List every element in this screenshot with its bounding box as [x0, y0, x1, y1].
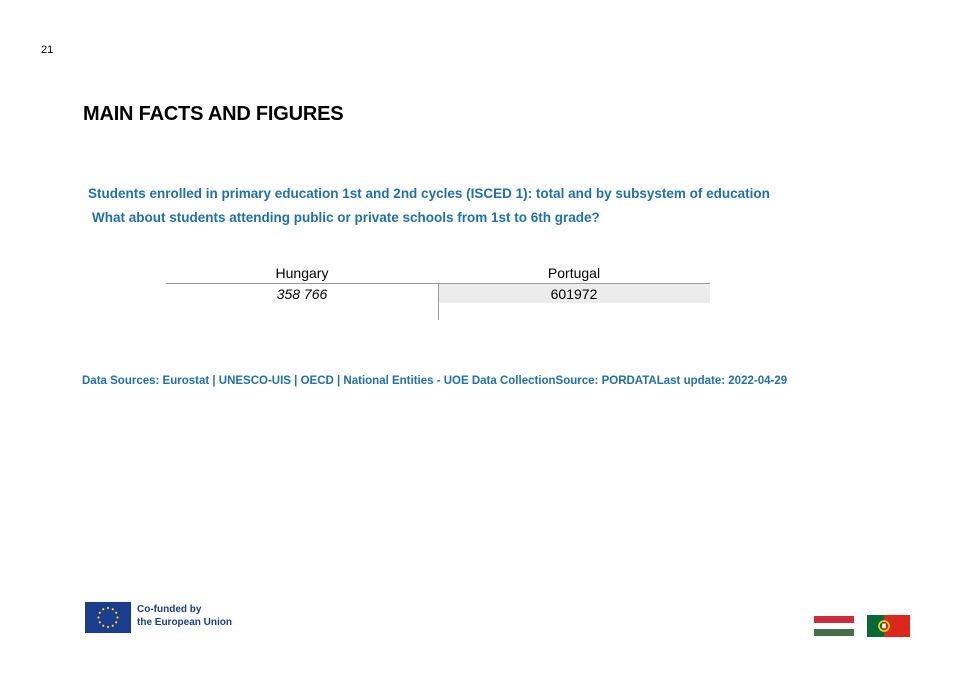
data-table	[166, 262, 710, 322]
question-line-2: What about students attending public or private schools from 1st to 6th grade?	[92, 210, 600, 225]
table-header-hungary: Hungary	[275, 265, 329, 281]
data-sources: Data Sources: Eurostat | UNESCO-UIS | OECD | National Entities - UOE Data CollectionSource: PORDATALast update: 2022-04-29	[82, 375, 788, 387]
page-number: 21	[41, 44, 54, 56]
portugal-flag-icon	[867, 615, 910, 637]
hungary-flag-icon	[814, 616, 854, 636]
eu-label-line-2: the European Union	[137, 616, 232, 628]
table-cell-hungary: 358 766	[276, 286, 328, 302]
table-header-portugal: Portugal	[547, 265, 601, 281]
page-title: MAIN FACTS AND FIGURES	[83, 103, 344, 125]
eu-cofunded-label	[137, 604, 232, 629]
eu-flag-icon	[85, 602, 131, 633]
table-cell-portugal: 601972	[550, 286, 598, 302]
eu-label-line-1: Co-funded by	[137, 604, 202, 615]
question-line-1: Students enrolled in primary education 1st and 2nd cycles (ISCED 1): total and by subsystem of education	[88, 186, 770, 201]
